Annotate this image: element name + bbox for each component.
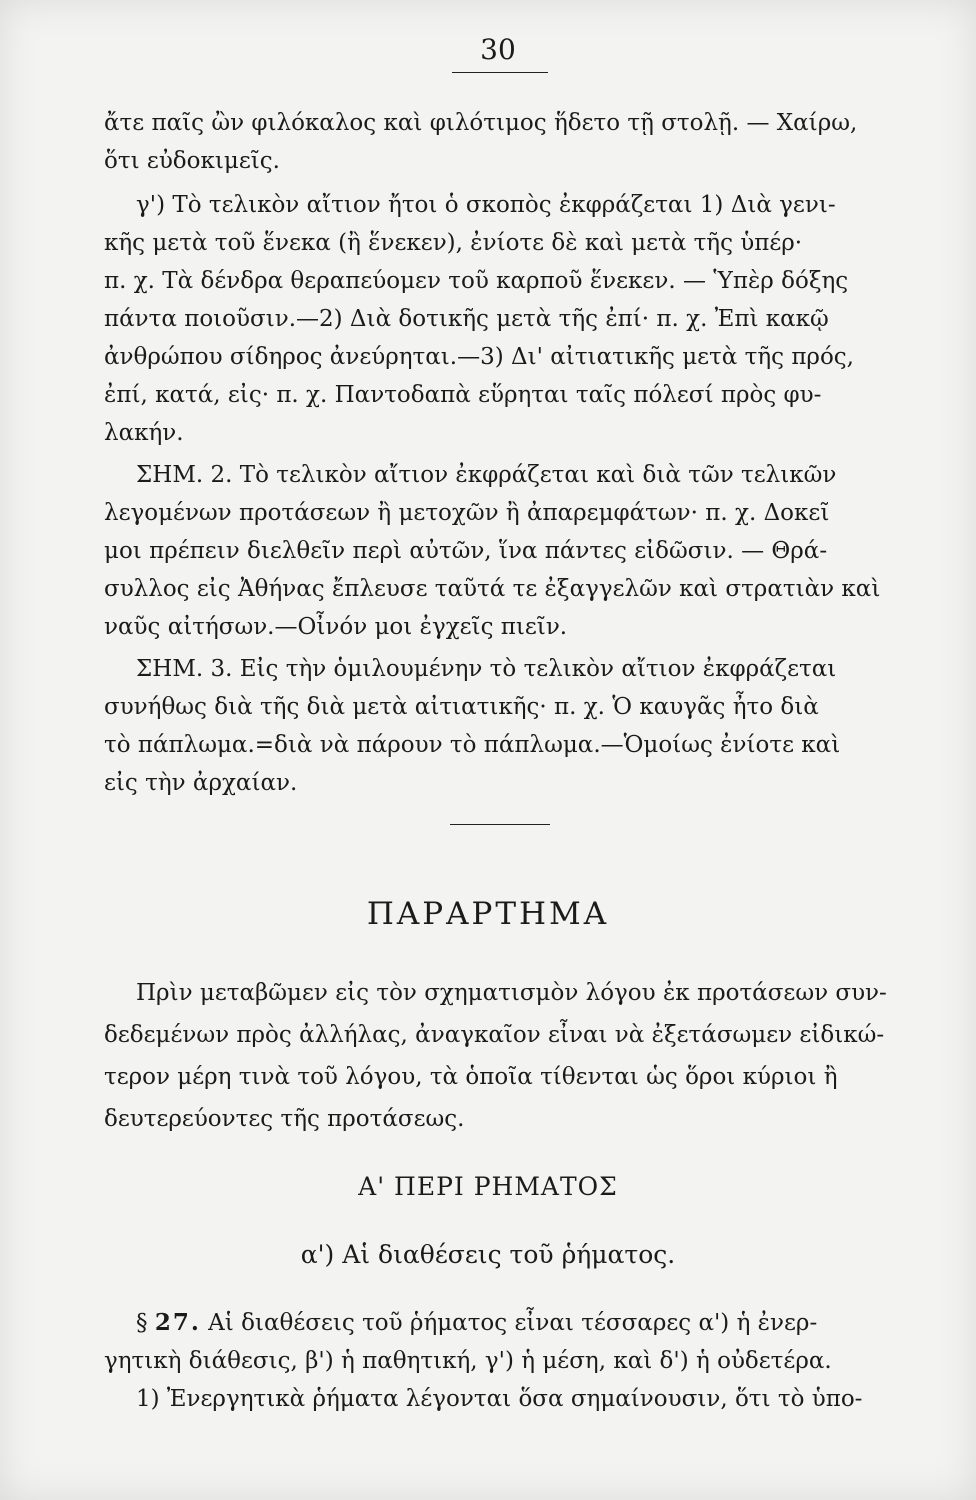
paragraph-number: 27. [154, 1309, 201, 1336]
text-line: μοι πρέπειν διελθεῖν περὶ αὐτῶν, ἵνα πάντες εἰδῶσιν. — Θρά- [104, 538, 828, 564]
text-line: π. χ. Τὰ δένδρα θεραπεύομεν τοῦ καρποῦ ἕνεκεν. — Ὑπὲρ δόξης [104, 268, 849, 294]
paragraph-line [136, 1304, 894, 1342]
text-line: ναῦς αἰτήσων.—Οἶνόν μοι ἐγχεῖς πιεῖν. [104, 614, 568, 640]
text-line: τὸ πάπλωμα.=διὰ νὰ πάρουν τὸ πάπλωμα.—Ὁμοίως ἐνίοτε καὶ [104, 732, 841, 758]
appendix-title: ΠΑΡΑΡΤΗΜΑ [366, 896, 610, 932]
text-line: λακήν. [104, 420, 184, 446]
text-line: ΣΗΜ. 2. Τὸ τελικὸν αἴτιον ἐκφράζεται καὶ διὰ τῶν τελικῶν [136, 462, 837, 488]
text-line: συλλος εἰς Ἀθήνας ἔπλευσε ταῦτά τε ἐξαγγελῶν καὶ στρατιὰν καὶ [104, 576, 881, 602]
text-line: γητικὴ διάθεσις, β') ἡ παθητική, γ') ἡ μέση, καὶ δ') ἡ οὐδετέρα. [104, 1348, 832, 1374]
text-line: ἀνθρώπου σίδηρος ἀνεύρηται.—3) Δι' αἰτιατικῆς μετὰ τῆς πρός, [104, 344, 854, 370]
text-line: γ') Τὸ τελικὸν αἴτιον ἤτοι ὁ σκοπὸς ἐκφράζεται 1) Διὰ γενι- [136, 192, 836, 218]
section-divider [450, 824, 550, 825]
text-line: Πρὶν μεταβῶμεν εἰς τὸν σχηματισμὸν λόγου ἐκ προτάσεων συν- [136, 980, 887, 1006]
paragraph-mark: § [136, 1310, 148, 1336]
subsection-title: α') Αἱ διαθέσεις τοῦ ῥήματος. [300, 1240, 676, 1269]
text-line: πάντα ποιοῦσιν.—2) Διὰ δοτικῆς μετὰ τῆς ἐπί· π. χ. Ἐπὶ κακῷ [104, 306, 829, 332]
text-line: ἐπί, κατά, εἰς· π. χ. Παντοδαπὰ εὕρηται ταῖς πόλεσί πρὸς φυ- [104, 382, 822, 408]
text-line: ὅτι εὐδοκιμεῖς. [104, 148, 280, 174]
text-line: ΣΗΜ. 3. Εἰς τὴν ὁμιλουμένην τὸ τελικὸν αἴτιον ἐκφράζεται [136, 656, 837, 682]
text-line: δευτερεύοντες τῆς προτάσεως. [104, 1106, 465, 1132]
page-number-rule [452, 72, 548, 73]
text-line: δεδεμένων πρὸς ἀλλήλας, ἀναγκαῖον εἶναι νὰ ἐξετάσωμεν εἰδικώ- [104, 1022, 885, 1048]
text-line: ἄτε παῖς ὢν φιλόκαλος καὶ φιλότιμος ἥδετο τῇ στολῇ. — Χαίρω, [104, 110, 858, 136]
text-line: κῆς μετὰ τοῦ ἕνεκα (ἢ ἕνεκεν), ἐνίοτε δὲ καὶ μετὰ τῆς ὑπέρ· [104, 230, 803, 256]
section-title: Α' ΠΕΡΙ ΡΗΜΑΤΟΣ [358, 1172, 618, 1201]
paragraph-text: Αἱ διαθέσεις τοῦ ῥήματος εἶναι τέσσαρες α') ἡ ἐνερ- [208, 1310, 818, 1336]
text-line: 1) Ἐνεργητικὰ ῥήματα λέγονται ὅσα σημαίνουσιν, ὅτι τὸ ὑπο- [136, 1386, 863, 1412]
text-line: τερον μέρη τινὰ τοῦ λόγου, τὰ ὁποῖα τίθενται ὡς ὅροι κύριοι ἢ [104, 1064, 838, 1090]
page-number: 30 [480, 33, 516, 66]
text-line: συνήθως διὰ τῆς διὰ μετὰ αἰτιατικῆς· π. χ. Ὁ καυγᾶς ἦτο διὰ [104, 694, 819, 720]
text-line: λεγομένων προτάσεων ἢ μετοχῶν ἢ ἀπαρεμφάτων· π. χ. Δοκεῖ [104, 500, 830, 526]
text-line: εἰς τὴν ἀρχαίαν. [104, 770, 298, 796]
